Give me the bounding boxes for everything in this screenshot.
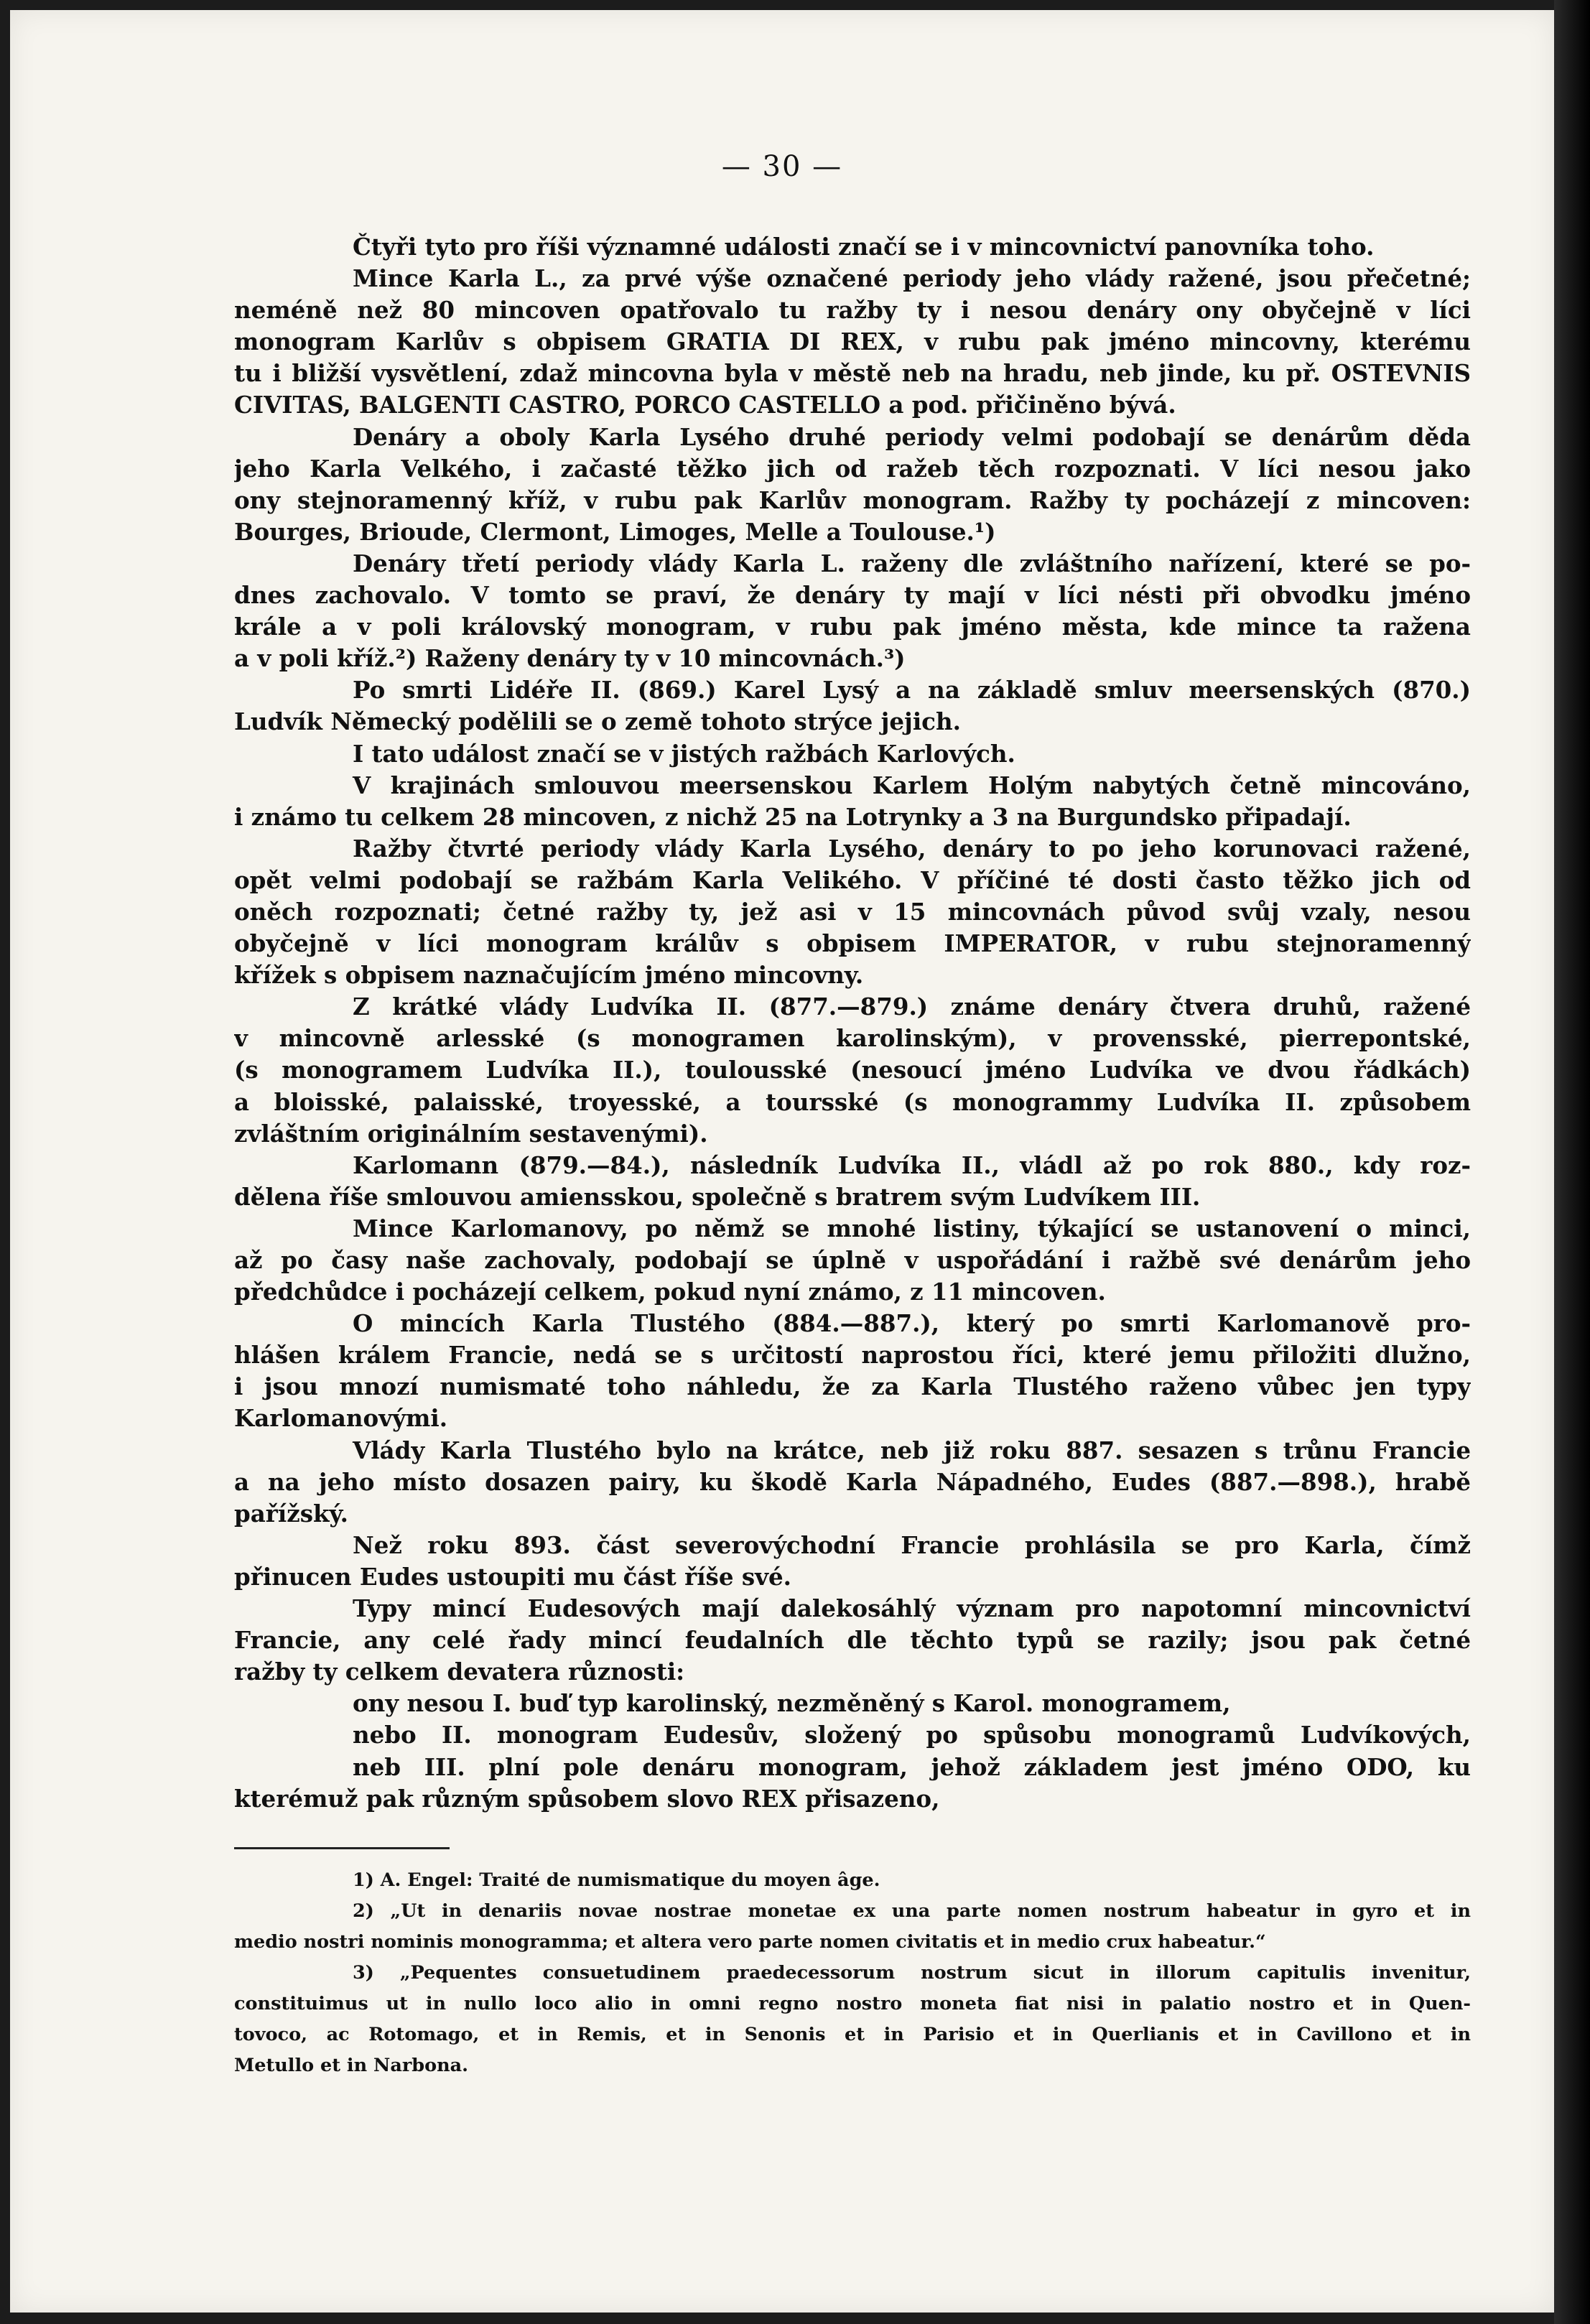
text-line: Mince Karlomanovy, po němž se mnohé listiny, týkající se ustanovení o minci,: [353, 1214, 1471, 1242]
text-line: pařížský.: [234, 1499, 348, 1528]
footnote-line: constituimus ut in nullo loco alio in omni regno nostro moneta fiat nisi in palatio nostro et in Quen-: [234, 1993, 1471, 2014]
text-line: obyčejně v líci monogram králův s obpisem IMPERATOR, v rubu stejnoramenný: [234, 929, 1471, 958]
body-text: [234, 231, 1471, 1815]
text-line: kterémuž pak různým spůsobem slovo REX přisazeno,: [234, 1784, 940, 1813]
text-line: opět velmi podobají se ražbám Karla Velikého. V příčiné té dosti často těžko jich od: [234, 865, 1471, 894]
text-line: dnes zachovalo. V tomto se praví, že denáry ty mají v líci nésti při obvodku jméno: [234, 581, 1471, 610]
text-line: i jsou mnozí numismaté toho náhledu, že za Karla Tlustého raženo vůbec jen typy: [234, 1372, 1471, 1401]
text-line: (s monogramem Ludvíka II.), toulousské (nesoucí jméno Ludvíka ve dvou řádkách): [234, 1056, 1471, 1084]
text-line: Karlomann (879.—84.), následník Ludvíka II., vládl až po rok 880., kdy roz-: [353, 1151, 1471, 1179]
text-line: oněch rozpoznati; četné ražby ty, jež asi v 15 mincovnách původ svůj vzaly, nesou: [234, 897, 1471, 926]
footnote-line: tovoco, ac Rotomago, et in Remis, et in Senonis et in Parisio et in Querlianis et in Cavillono et in: [234, 2024, 1471, 2045]
text-line: Francie, any celé řady mincí feudalních dle těchto typů se razily; jsou pak četné: [234, 1626, 1471, 1655]
text-line: Čtyři tyto pro říši významné události značí se i v mincovnictví panovníka toho.: [353, 233, 1375, 261]
text-line: a bloisské, palaisské, troyesské, a toursské (s monogrammy Ludvíka II. způsobem: [234, 1087, 1471, 1116]
text-line: neméně než 80 mincoven opatřovalo tu ražby ty i nesou denáry ony obyčejně v líci: [234, 296, 1471, 325]
text-line: Mince Karla L., za prvé výše označené periody jeho vlády ražené, jsou přečetné;: [353, 264, 1471, 293]
footnote-divider: [234, 1847, 450, 1849]
text-line: ony nesou I. buď typ karolinský, nezměněný s Karol. monogramem,: [353, 1689, 1231, 1718]
text-line: v mincovně arlesské (s monogramen karolinským), v provensské, pierrepontské,: [234, 1024, 1471, 1053]
text-line: neb III. plní pole denáru monogram, jehož základem jest jméno ODO, ku: [353, 1752, 1471, 1781]
text-line: Typy mincí Eudesových mají dalekosáhlý význam pro napotomní mincovnictví: [353, 1594, 1471, 1623]
text-line: nebo II. monogram Eudesův, složený po spůsobu monogramů Ludvíkových,: [353, 1721, 1471, 1749]
page-number: — 30 —: [721, 150, 843, 183]
text-line: jeho Karla Velkého, i začasté těžko jich od ražeb těch rozpoznati. V líci nesou jako: [234, 454, 1471, 483]
text-line: dělena říše smlouvou amiensskou, společně s bratrem svým Ludvíkem III.: [234, 1182, 1201, 1211]
text-line: Denáry a oboly Karla Lysého druhé periody velmi podobají se denárům děda: [353, 422, 1471, 451]
text-line: I tato událost značí se v jistých ražbách Karlových.: [353, 739, 1015, 768]
text-line: i známo tu celkem 28 mincoven, z nichž 25 na Lotrynky a 3 na Burgundsko připadají.: [234, 802, 1352, 831]
scan-edge-shadow: [1554, 0, 1590, 2324]
text-line: O mincích Karla Tlustého (884.—887.), který po smrti Karlomanově pro-: [353, 1309, 1471, 1338]
footnote-line: medio nostri nominis monogramma; et altera vero parte nomen civitatis et in medio crux habeatur.“: [234, 1931, 1266, 1953]
text-line: zvláštním originálním sestavenými).: [234, 1119, 708, 1148]
footnote-line: 1) A. Engel: Traité de numismatique du moyen âge.: [353, 1869, 880, 1891]
text-line: V krajinách smlouvou meersenskou Karlem Holým nabytých četně mincováno,: [353, 771, 1471, 799]
text-line: ony stejnoramenný kříž, v rubu pak Karlův monogram. Ražby ty pocházejí z mincoven:: [234, 485, 1471, 514]
footnote-line: 3) „Pequentes consuetudinem praedecessorum nostrum sicut in illorum capitulis invenitur,: [353, 1962, 1471, 1984]
text-line: Karlomanovými.: [234, 1404, 448, 1433]
text-line: předchůdce i pocházejí celkem, pokud nyní známo, z 11 mincoven.: [234, 1278, 1106, 1306]
text-line: přinucen Eudes ustoupiti mu část říše své.: [234, 1562, 792, 1591]
text-line: Denáry třetí periody vlády Karla L. raženy dle zvláštního nařízení, které se po-: [353, 549, 1471, 577]
text-line: Ludvík Německý podělili se o země tohoto strýce jejich.: [234, 707, 961, 736]
text-line: Bourges, Brioude, Clermont, Limoges, Melle a Toulouse.¹): [234, 517, 996, 546]
footnote-line: Metullo et in Narbona.: [234, 2055, 469, 2076]
footnotes: [234, 1865, 1471, 2081]
paper-sheet: [10, 10, 1554, 2313]
text-line: krále a v poli královský monogram, v rubu pak jméno města, kde mince ta ražena: [234, 613, 1471, 641]
text-line: a na jeho místo dosazen pairy, ku škodě Karla Nápadného, Eudes (887.—898.), hrabě: [234, 1467, 1471, 1496]
text-line: CIVITAS, BALGENTI CASTRO, PORCO CASTELLO a pod. přičiněno bývá.: [234, 391, 1176, 419]
text-line: monogram Karlův s obpisem GRATIA DI REX, v rubu pak jméno mincovny, kterému: [234, 327, 1471, 356]
text-line: tu i bližší vysvětlení, zdaž mincovna byla v městě neb na hradu, neb jinde, ku př. OSTEVNIS: [234, 359, 1471, 388]
text-line: Než roku 893. část severovýchodní Francie prohlásila se pro Karla, čímž: [353, 1530, 1471, 1559]
footnote-line: 2) „Ut in denariis novae nostrae monetae ex una parte nomen nostrum habeatur in gyro et in: [353, 1900, 1471, 1922]
text-line: Ražby čtvrté periody vlády Karla Lysého, denáry to po jeho korunovaci ražené,: [353, 834, 1471, 863]
text-line: ražby ty celkem devatera různosti:: [234, 1658, 685, 1686]
text-line: až po časy naše zachovaly, podobají se úplně v uspořádání i ražbě své denárům jeho: [234, 1246, 1471, 1274]
text-line: Po smrti Lidéře II. (869.) Karel Lysý a na základě smluv meersenských (870.): [353, 676, 1471, 705]
text-line: Vlády Karla Tlustého bylo na krátce, neb již roku 887. sesazen s trůnu Francie: [353, 1436, 1471, 1464]
text-line: hlášen králem Francie, nedá se s určitostí naprostou říci, které jemu přiložiti dlužno,: [234, 1341, 1471, 1370]
text-line: a v poli kříž.²) Raženy denáry ty v 10 mincovnách.³): [234, 644, 906, 673]
text-line: křížek s obpisem naznačujícím jméno mincovny.: [234, 961, 864, 990]
text-line: Z krátké vlády Ludvíka II. (877.—879.) známe denáry čtvera druhů, ražené: [353, 993, 1471, 1021]
